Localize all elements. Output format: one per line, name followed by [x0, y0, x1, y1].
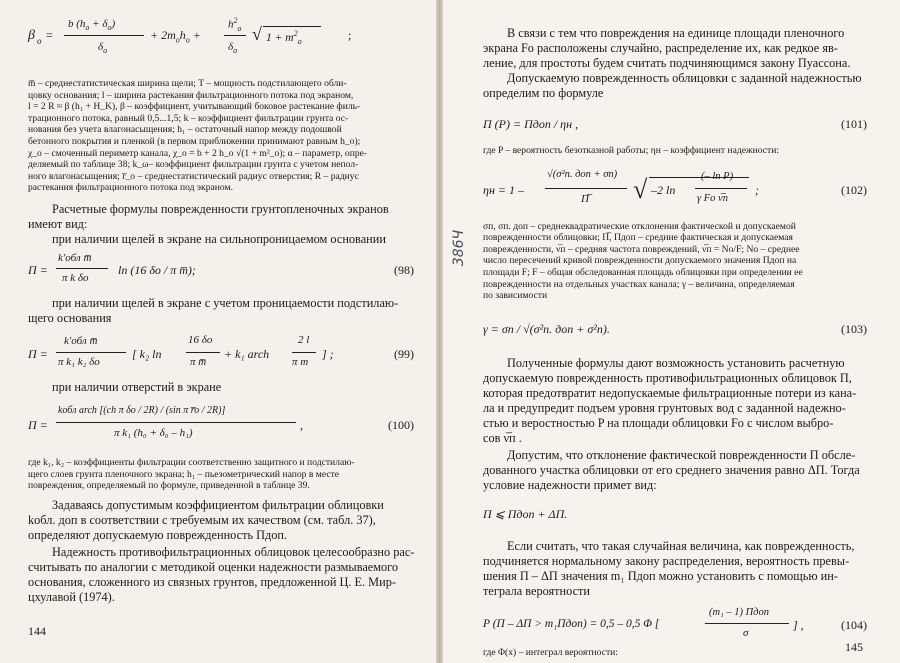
formula-103	[483, 310, 884, 350]
text-line: kобл. доп в соответствии с требуемым их качеством (см. табл. 37),	[28, 512, 376, 527]
text-line: сов ν̅п .	[483, 430, 522, 445]
fraction-bar	[224, 35, 246, 36]
eq99-mid2: + k₁ arch	[224, 346, 270, 361]
equation-number-99: (99)	[394, 346, 414, 361]
def-line: l = 2 R ≈ β (h₁ + H_K), β – коэффициент, учитывающий боковое растекание филь-	[28, 101, 361, 113]
case-heading-3: при наличии отверстий в экране	[52, 379, 222, 394]
fraction-bar	[56, 352, 126, 353]
sigma-line: площади F; F – общая обследованная площадь облицовки при определении ее	[483, 266, 803, 278]
formula-100	[28, 403, 420, 449]
eq100-num: kобл arch [(ch π δo / 2R) / (sin π r̅o / 2R)]	[58, 404, 226, 416]
eq98-den: π k δo	[62, 271, 89, 284]
sigma-line: число пересечений кривой поврежденности допускаемого значения Пдоп на	[483, 255, 797, 267]
case-heading-1: при наличии щелей в экране на сильнопроницаемом основании	[52, 231, 386, 246]
def-line: m̅ – среднестатистическая ширина щели; T – мощность подстилающего обли-	[28, 78, 347, 89]
eq99-f2num: 2 l	[298, 333, 310, 346]
formula-inequality	[483, 499, 884, 533]
formula-beta-den2: $\delta_o$	[228, 41, 238, 56]
formula-beta-num1: b $(h_o + \delta_o)$	[68, 18, 116, 33]
equation-number-101: (101)	[841, 117, 867, 131]
sqrt-sign: √	[252, 24, 262, 44]
fraction-bar	[56, 268, 108, 269]
text-line: имеют вид:	[28, 216, 88, 231]
sigma-line: поврежденности на отдельных участках канала; γ – величина, определяемая	[483, 278, 795, 290]
text-line: Допустим, что отклонение фактической поврежденности П обсле-	[507, 447, 856, 462]
fraction-bar	[545, 188, 627, 189]
def-line: растекания фильтрационного потока под экраном.	[28, 182, 233, 194]
text-line: Расчетные формулы поврежденности грунтопленочных экранов	[52, 201, 389, 216]
formula-beta-num2: $h^2_o$	[228, 16, 242, 33]
where-line: где k₁, k₂ – коэффициенты фильтрации соответственно защитного и подстилаю-	[28, 456, 355, 468]
result-paragraph	[483, 356, 884, 446]
fraction-bar	[695, 188, 747, 189]
text-line: В связи с тем что повреждения на единице площади пленочного	[507, 26, 845, 40]
text-line: подчиняется нормальному закону распределения, вероятность превы-	[483, 553, 850, 568]
formula-99	[28, 332, 420, 376]
fraction-bar	[705, 623, 789, 624]
margin-stamp: 386Ч	[451, 229, 468, 267]
equation-number-100: (100)	[388, 417, 414, 432]
formula-beta-sqrt: $1 + m^2_o$	[266, 29, 302, 47]
eq102-fnum: (– ln P)	[701, 170, 734, 182]
case-heading-2: при наличии щелей в экране с учетом проницаемости подстилаю-	[52, 295, 399, 310]
text-line: Задаваясь допустимым коэффициентом фильтрации облицовки	[52, 497, 384, 512]
text-line: определим по формуле	[483, 86, 604, 100]
text-line: экрана Fo расположены случайно, распределение их, как редкое яв-	[483, 41, 838, 55]
text-line: определяют допускаемую поврежденность Пдоп.	[28, 527, 288, 542]
right-page	[443, 0, 900, 663]
equation-number-104: (104)	[841, 617, 867, 632]
eq102-end: ;	[755, 182, 759, 197]
sqrt-bar	[649, 177, 749, 178]
eq102-num: √(σ²п. доп + σп)	[547, 168, 618, 180]
text-line: которая предотвратит недопускаемые фильтрационные потери из кана-	[483, 385, 857, 400]
phi-definition: где Φ(x) – интеграл вероятности:	[483, 646, 618, 658]
eq99-f2den: π m	[292, 355, 309, 368]
def-line: ного влагонасыщения; r̅_o – среднестатистический радиус отверстия; R – радиус	[28, 170, 359, 182]
normal-paragraph	[483, 539, 884, 599]
text-line: стью и веростностью P на площади облицовки Fo с числом выбро-	[483, 415, 834, 430]
sigma-line: по зависимости	[483, 290, 548, 302]
fraction-bar	[64, 35, 144, 36]
eq99-mid: [ k₂ ln	[132, 346, 162, 361]
eq102-lhs: ηн = 1 –	[483, 182, 525, 197]
formula-beta-end: ;	[348, 28, 352, 42]
fraction-bar	[292, 352, 316, 353]
eq98-lhs: П =	[28, 262, 48, 277]
def-line: цовку основания; l – ширина растекания фильтрационного потока под экраном,	[28, 89, 354, 101]
fraction-bar	[56, 422, 296, 423]
p-definition: где P – вероятность безотказной работы; ηн – коэффициент надежности:	[483, 145, 780, 156]
eq103-text: γ = σп / √(σ²п. доп + σ²п).	[483, 321, 610, 336]
sqrt-bar	[263, 26, 321, 27]
equation-number-102: (102)	[841, 182, 867, 197]
text-line: ление, для простоты будем считать подчиняющимся закону Пуассона.	[483, 56, 851, 70]
eq102-den: П̅	[581, 192, 589, 205]
page-number-left: 144	[28, 624, 46, 638]
eq99-num: k′обл m̅	[64, 334, 98, 347]
text-line: Полученные формулы дают возможность установить расчетную	[507, 355, 845, 370]
formula-beta-sub: o	[37, 36, 42, 46]
eq99-f1num: 16 δo	[188, 333, 213, 346]
text-line: цхулавой (1974).	[28, 589, 115, 604]
fraction-bar	[186, 352, 220, 353]
text-line: Допускаемую поврежденность облицовки с заданной надежностью	[507, 71, 862, 85]
text-line: шения П – ΔП значения m₁ Пдоп можно установить с помощью ин-	[483, 568, 838, 583]
text-line: основания, сложенного из связных грунтов, предложенной Ц. Е. Мир-	[28, 574, 396, 589]
intro-paragraph	[28, 202, 420, 247]
formula-beta	[28, 14, 420, 64]
eq98-num: k′обл m̅	[58, 251, 92, 264]
reliability-paragraph	[28, 545, 420, 605]
inequality-text: П ⩽ Пдоп + ΔП.	[483, 506, 568, 521]
eq104-den: σ	[743, 626, 749, 639]
where-line: повреждения, определяемый по формуле, приведенной в таблице 39.	[28, 480, 310, 492]
def-line: χ_o – смоченный периметр канала, χ_o = b + 2 h_o √(1 + m²_o); α – параметр, опре-	[28, 147, 368, 159]
formula-beta-eq: =	[46, 28, 53, 42]
eq99-f1den: π m̅	[190, 355, 207, 368]
text-line: теграла вероятности	[483, 583, 590, 598]
sigma-line: поврежденности облицовки; П̅, Пдоп – средние фактическая и допускаемая	[483, 232, 793, 244]
formula-104	[483, 605, 884, 645]
page-number-right: 145	[845, 640, 863, 654]
book-gutter	[436, 0, 443, 663]
eq98-rhs: ln (16 δo / π m̅);	[118, 262, 196, 277]
eq104-lhs: P (П – ΔП > m₁Пдоп) = 0,5 – 0,5 Φ [	[483, 617, 660, 630]
formula-beta-lhs: β	[28, 28, 35, 43]
left-page	[0, 0, 436, 663]
def-line: деляемый по таблице 38; k_ω– коэффициент фильтрации грунта с учетом непол-	[28, 159, 359, 171]
sigma-block	[483, 221, 884, 302]
eq99-end: ] ;	[322, 346, 334, 361]
def-line: трационного потока, равный 0,5...1,5; k – коэффициент фильтрации грунта ос-	[28, 112, 349, 124]
deviation-paragraph	[483, 448, 884, 493]
def-line: бетонного покрытия и пленкой (в первом приближении принимают равным h_o);	[28, 135, 361, 147]
formula-beta-den1: $\delta_o$	[98, 41, 108, 56]
eq102-fden: γ Fo ν̅п	[697, 192, 728, 204]
eq101-text: П (P) = Пдоп / ηн ,	[483, 117, 579, 131]
set-paragraph	[28, 498, 420, 543]
text-line: допускаемую поврежденность противофильтрационных облицовок П,	[483, 370, 852, 385]
sigma-line: σп, σп. доп – среднеквадратические отклонения фактической и допускаемой	[483, 220, 796, 232]
eq100-den: π k₁ (h₀ + δ₀ – h₁)	[114, 426, 193, 439]
text-line: считывать по аналогии с методикой оценки надежности размываемого	[28, 559, 399, 574]
text-line: условие надежности примет вид:	[483, 477, 657, 492]
def-line: нования без учета влагонасыщения; h₁ – остаточный напор между подошвой	[28, 124, 342, 136]
where-line: щего слоев грунта пленочного экрана; h₁ – пьезометрический напор в месте	[28, 468, 340, 480]
sqrt-sign: √	[633, 174, 648, 204]
text-line: ла и предупредит подъем уровня грунтовых вод с заданной надежно-	[483, 400, 846, 415]
equation-number-98: (98)	[394, 262, 414, 277]
formula-98	[28, 250, 420, 290]
definitions-block	[28, 78, 420, 194]
eq99-lhs: П =	[28, 346, 48, 361]
eq102-sqrt: –2 ln	[651, 182, 676, 197]
poisson-paragraph	[483, 26, 884, 101]
formula-102	[483, 165, 884, 217]
text-line: Надежность противофильтрационных облицовок целесообразно рас-	[52, 544, 415, 559]
text-line: Если считать, что такая случайная величина, как поврежденность,	[507, 538, 855, 553]
formula-101	[483, 107, 884, 141]
eq99-den: π k₁ k₂ δo	[58, 355, 100, 368]
formula-beta-mid: + $2m_oh_o$ +	[150, 28, 201, 45]
eq104-end: ] ,	[793, 617, 804, 632]
text-line: дованного участка облицовки от его среднего значения равно ΔП. Тогда	[483, 462, 860, 477]
text-line: щего основания	[28, 310, 112, 325]
where-block	[28, 457, 420, 492]
eq104-num: (m₁ – 1) Пдоп	[709, 606, 769, 618]
case2-block	[28, 296, 420, 326]
eq100-end: ,	[300, 417, 303, 432]
eq100-lhs: П =	[28, 417, 48, 432]
equation-number-103: (103)	[841, 321, 867, 336]
sigma-line: поврежденности, ν̅п – средняя частота повреждений, ν̅п = Nо/F; Nо – среднее	[483, 243, 800, 255]
